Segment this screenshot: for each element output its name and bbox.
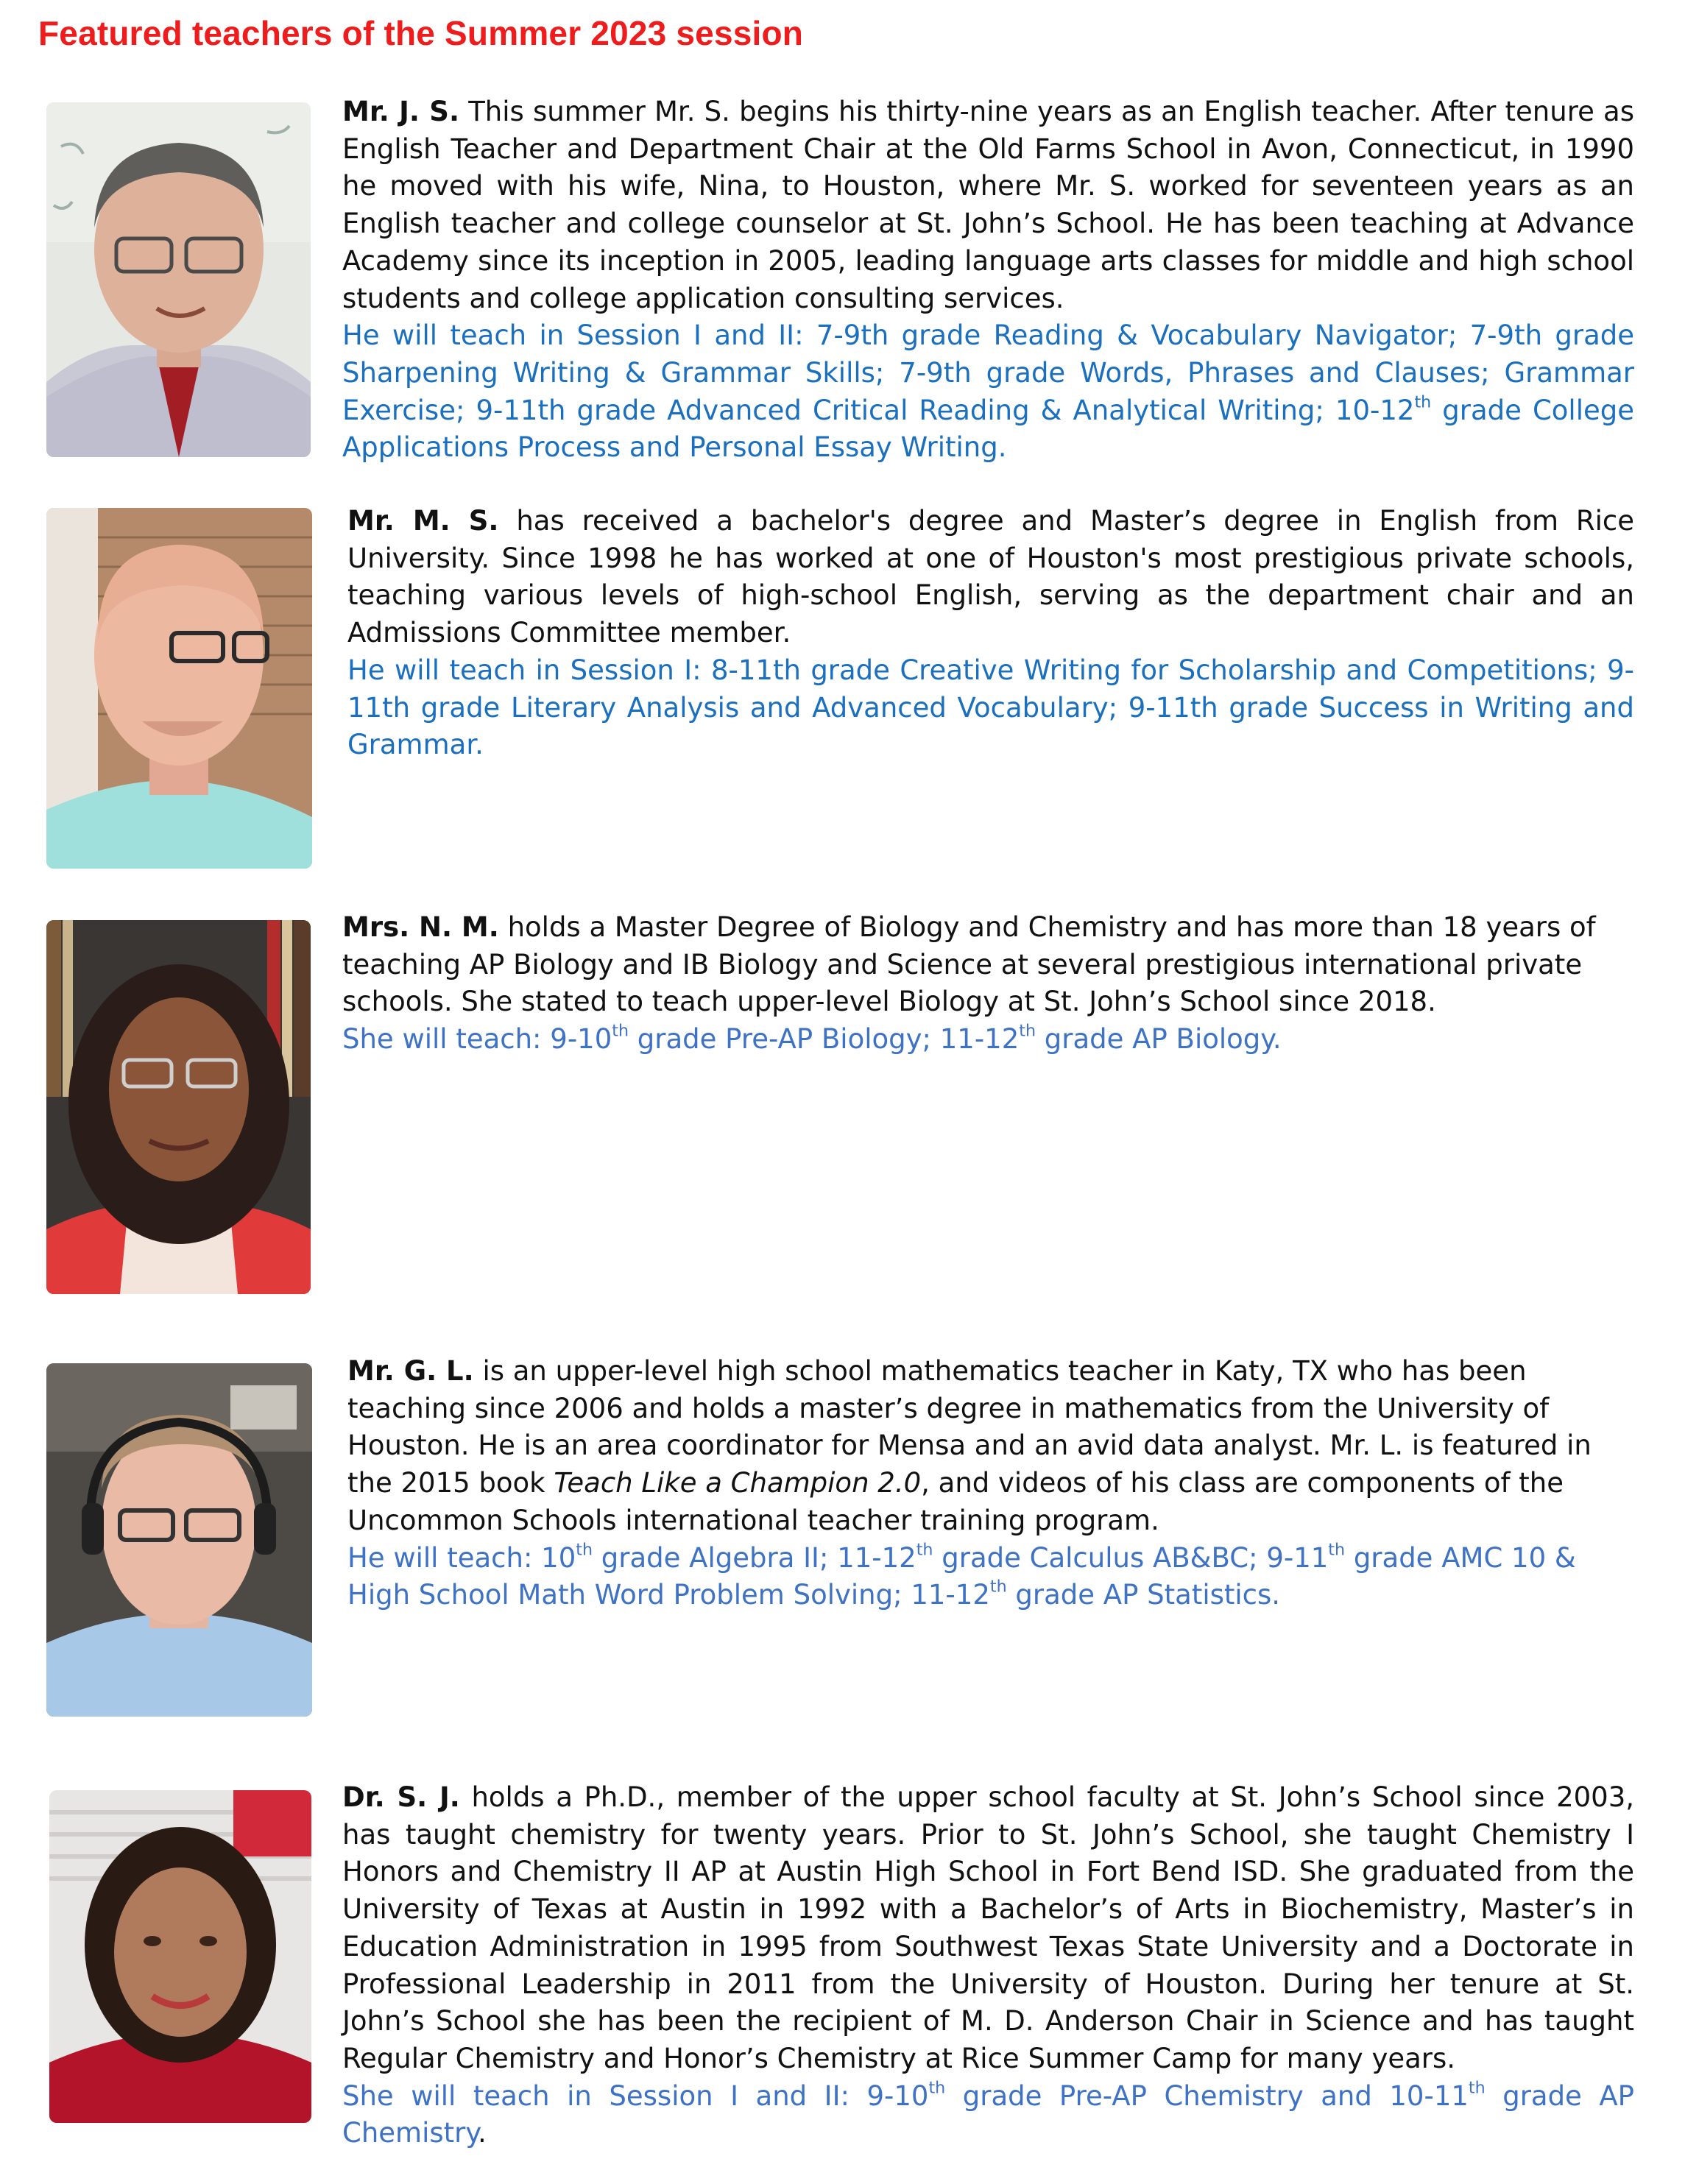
teacher-photo [49,1790,311,2123]
teacher-description: This summer Mr. S. begins his thirty-nine years as an English teacher. After tenure as English Teacher and Department Chair at the Old Farms School in Avon, Connecticut, in 1990 he moved with his wife, Nina, to Houston, where Mr. S. worked for seventeen years as an English teacher and college counselor at St. John’s School. He has been teaching at Advance Academy since its inception in 2005, leading language arts classes for middle and high school students and college application consulting services. [342,96,1634,314]
teacher-description: holds a Master Degree of Biology and Chemistry and has more than 18 years of teaching AP Biology and IB Biology and Science at several prestigious international private schools. She stated to teach upper-level Biology at St. John’s School since 2018. [342,911,1596,1018]
teacher-bio-5: Dr. S. J. holds a Ph.D., member of the upper school faculty at St. John’s School since 2003, has taught chemistry for twenty years. Prior to St. John’s School, she taught Chemistry I Honors and Chemistry II AP at Austin High School in Fort Bend ISD. She graduated from the University of Texas at Austin in 1992 with a Bachelor’s of Arts in Biochemistry, Master’s in Education Administration in 1995 from Southwest Texas State University and a Doctorate in Professional Leadership in 2011 from the University of Houston. During her tenure at St. John’s School she has been the recipient of M. D. Anderson Chair in Science and has taught Regular Chemistry and Honor’s Chemistry at Rice Summer Camp for many years. She will teach in Session I and II: 9-10th grade Pre-AP Chemistry and 10-11th grade AP Chemistry. [342,1781,1635,2149]
teacher-courses: She will teach in Session I and II: 9-10th grade Pre-AP Chemistry and 10-11th grade AP Chemistry [342,2077,1634,2149]
teacher-courses: He will teach in Session I and II: 7-9th grade Reading & Vocabulary Navigator; 7-9th grade Sharpening Writing & Grammar Skills; 7-9th grade Words, Phrases and Clauses; Grammar Exercise; 9-11th grade Advanced Critical Reading & Analytical Writing; 10-12th grade College Applications Process and Personal Essay Writing. [342,319,1634,464]
teacher-name: Mrs. N. M. [342,911,499,943]
teacher-name: Mr. J. S. [342,96,459,127]
teacher-name: Mr. M. S. [347,505,499,537]
teacher-description: holds a Ph.D., member of the upper school faculty at St. John’s School since 2003, has taught chemistry for twenty years. Prior to St. John’s School, she taught Chemistry I Honors and Chemistry II AP at Austin High School in Fort Bend ISD. She graduated from the University of Texas at Austin in 1992 with a Bachelor’s of Arts in Biochemistry, Master’s in Education Administration in 1995 from Southwest Texas State University and a Doctorate in Professional Leadership in 2011 from the University of Houston. During her tenure at St. John’s School she has been the recipient of M. D. Anderson Chair in Science and has taught Regular Chemistry and Honor’s Chemistry at Rice Summer Camp for many years. [342,1781,1635,2074]
teacher-bio-3 [342,909,1634,1059]
book-title: Teach Like a Champion 2.0 [554,1467,922,1499]
teacher-photo [46,102,311,457]
teacher-bio-4: Mr. G. L. is an upper-level high school mathematics teacher in Katy, TX who has been teaching since 2006 and holds a master’s degree in mathematics from the University of Houston. He is an area coordinator for Mensa and an avid data analyst. Mr. L. is featured in the 2015 book Teach Like a Champion 2.0, and videos of his class are components of the Uncommon Schools international teacher training program. He will teach: 10th grade Algebra II; 11-12th grade Calculus AB&BC; 9-11th grade AMC 10 & High School Math Word Problem Solving; 11-12th grade AP Statistics. [347,1355,1592,1611]
teacher-courses: He will teach: 10th grade Algebra II; 11-12th grade Calculus AB&BC; 9-11th grade AMC 10 & High School Math Word Problem Solving; 11-12th grade AP Statistics. [347,1539,1576,1611]
teacher-name: Mr. G. L. [347,1355,474,1387]
teacher-photo [46,508,312,869]
teacher-courses: He will teach in Session I: 8-11th grade Creative Writing for Scholarship and Competitions; 9-11th grade Literary Analysis and Advanced Vocabulary; 9-11th grade Success in Writing and Grammar. [347,654,1634,761]
teacher-photo [46,1363,312,1717]
teacher-description: has received a bachelor's degree and Master’s degree in English from Rice University. Since 1998 he has worked at one of Houston's most prestigious private schools, teaching various levels of high-school English, serving as the department chair and an Admissions Committee member. [347,505,1634,649]
teacher-description: is an upper-level high school mathematics teacher in Katy, TX who has been teaching since 2006 and holds a master’s degree in mathematics from the University of Houston. He is an area coordinator for Mensa and an avid data analyst. Mr. L. is featured in the 2015 book [347,1355,1592,1499]
teacher-photo [46,920,311,1294]
teacher-courses: She will teach: 9-10th grade Pre-AP Biology; 11-12th grade AP Biology. [342,1021,1282,1056]
teacher-bio-2 [347,503,1634,764]
page-title: Featured teachers of the Summer 2023 session [38,14,804,52]
teacher-name: Dr. S. J. [342,1781,460,1813]
teacher-bio-1 [342,93,1634,467]
